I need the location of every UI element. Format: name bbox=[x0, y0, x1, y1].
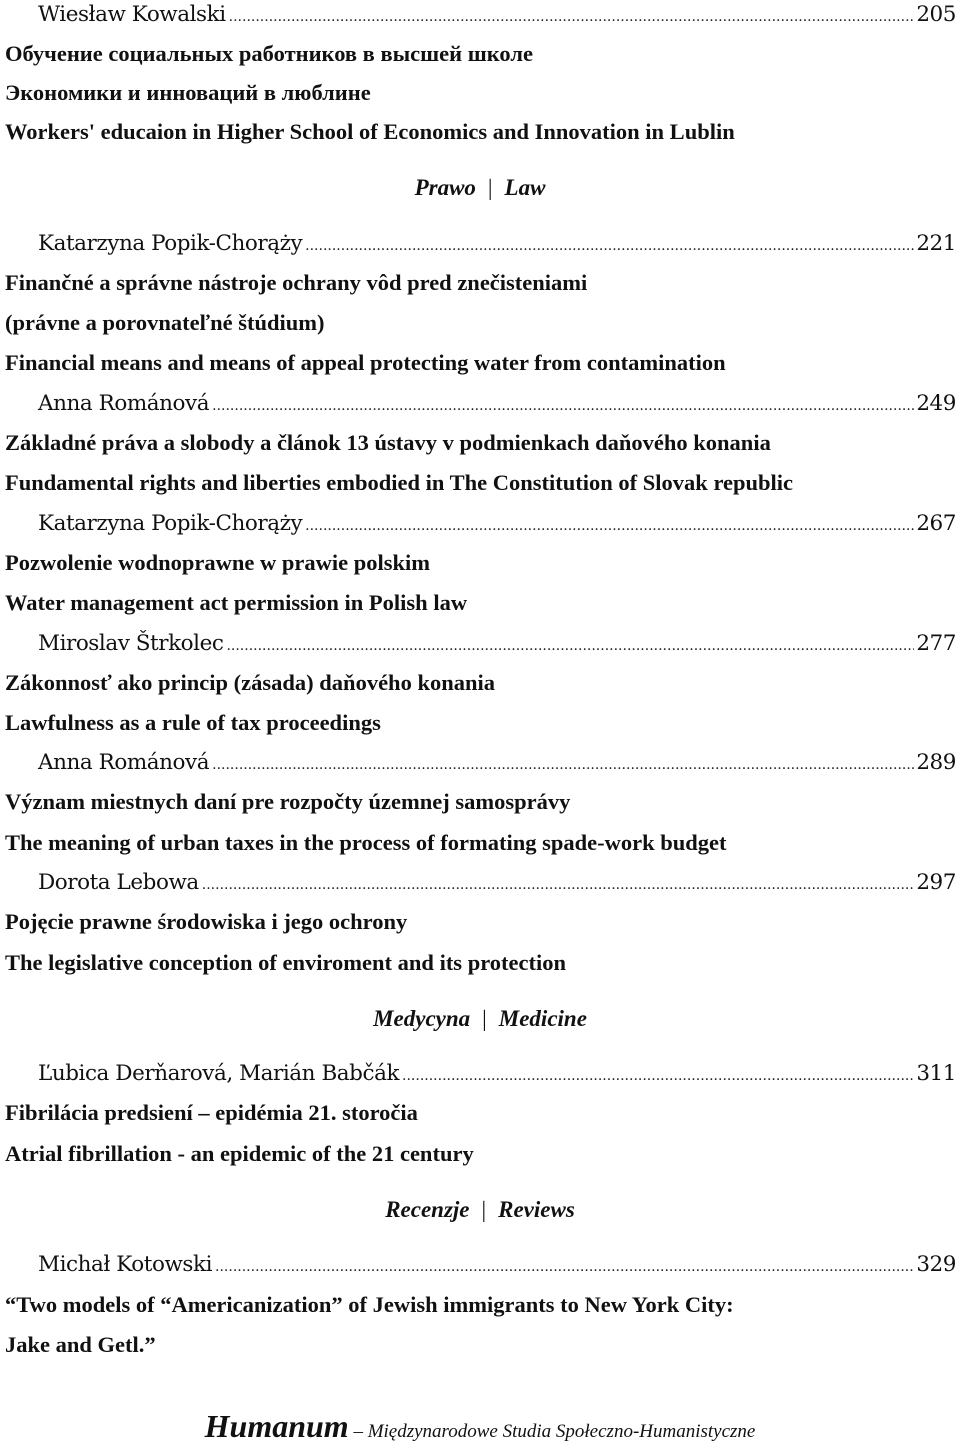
article-title: Finančné a správne nástroje ochrany vôd pred znečisteniami bbox=[5, 270, 588, 295]
article-title: Jake and Getl.” bbox=[5, 1332, 156, 1357]
article-title: Pozwolenie wodnoprawne w prawie polskim bbox=[5, 550, 431, 575]
dot-leader bbox=[402, 1061, 914, 1091]
article-title-english: Workers' educaion in Higher School of Economics and Innovation in Lublin bbox=[5, 119, 735, 144]
dot-leader bbox=[305, 231, 914, 261]
toc-entry-author bbox=[38, 389, 956, 419]
article-title-english: Atrial fibrillation - an epidemic of the 21 century bbox=[5, 1141, 474, 1166]
article-title: Základné práva a slobody a článok 13 ústavy v podmienkach daňového konania bbox=[5, 430, 771, 455]
dot-leader bbox=[212, 391, 914, 421]
dot-leader bbox=[215, 1252, 914, 1282]
author-name: Dorota Lebowa bbox=[38, 870, 199, 895]
section-heading-reviews bbox=[0, 1195, 960, 1225]
section-label-english: Law bbox=[504, 175, 546, 200]
toc-entry-author bbox=[38, 1250, 956, 1280]
toc-entry-author bbox=[38, 629, 956, 659]
page-number: 329 bbox=[916, 1252, 956, 1277]
section-heading-law bbox=[0, 173, 960, 203]
page-number: 267 bbox=[916, 511, 956, 536]
page-number: 289 bbox=[916, 750, 956, 775]
page-number: 249 bbox=[916, 391, 956, 416]
section-separator: | bbox=[482, 1006, 487, 1031]
author-name: Katarzyna Popik-Chorąży bbox=[38, 231, 303, 256]
author-name: Anna Románová bbox=[38, 391, 210, 416]
section-separator: | bbox=[481, 1197, 487, 1222]
page-number: 205 bbox=[916, 2, 956, 27]
toc-entry-author bbox=[38, 0, 956, 30]
section-label-english: Medicine bbox=[498, 1006, 587, 1031]
toc-entry-author bbox=[38, 229, 956, 259]
section-label-polish: Prawo bbox=[414, 175, 476, 200]
article-title-english: Fundamental rights and liberties embodied in The Constitution of Slovak republic bbox=[5, 470, 794, 495]
section-label-english: Reviews bbox=[498, 1197, 575, 1222]
toc-entry-author bbox=[38, 509, 956, 539]
page-number: 297 bbox=[916, 870, 956, 895]
section-label-polish: Medycyna bbox=[373, 1006, 471, 1031]
page-number: 277 bbox=[916, 631, 956, 656]
article-title-english: Lawfulness as a rule of tax proceedings bbox=[5, 710, 381, 735]
article-title: “Two models of “Americanization” of Jewish immigrants to New York City: bbox=[5, 1292, 734, 1317]
author-name: Ľubica Derňarová, Marián Babčák bbox=[38, 1061, 400, 1086]
article-title: Zákonnosť ako princip (zásada) daňového konania bbox=[5, 670, 495, 695]
toc-entry-author bbox=[38, 748, 956, 778]
author-name: Michał Kotowski bbox=[38, 1252, 213, 1277]
section-label-polish: Recenzje bbox=[385, 1197, 470, 1222]
section-separator: | bbox=[487, 175, 493, 200]
article-title-english: Financial means and means of appeal protecting water from contamination bbox=[5, 350, 726, 375]
toc-entry-author bbox=[38, 1059, 956, 1089]
author-name: Wiesław Kowalski bbox=[38, 2, 226, 27]
page-number: 221 bbox=[916, 231, 956, 256]
dot-leader bbox=[305, 511, 914, 541]
page-footer bbox=[0, 1408, 960, 1444]
journal-subtitle: – Międzynarodowe Studia Społeczno-Humanistyczne bbox=[348, 1421, 756, 1442]
article-title-english: The legislative conception of enviroment and its protection bbox=[5, 950, 567, 975]
article-title: (právne a porovnateľné štúdium) bbox=[5, 310, 325, 335]
toc-entry-author bbox=[38, 868, 956, 898]
article-title: Význam miestnych daní pre rozpočty územnej samosprávy bbox=[5, 789, 571, 814]
journal-name: Humanum bbox=[204, 1408, 349, 1444]
author-name: Anna Románová bbox=[38, 750, 210, 775]
author-name: Miroslav Štrkolec bbox=[38, 631, 224, 656]
article-title: Экономики и инноваций в люблине bbox=[5, 80, 371, 105]
author-name: Katarzyna Popik-Chorąży bbox=[38, 511, 303, 536]
dot-leader bbox=[229, 2, 915, 32]
dot-leader bbox=[202, 870, 915, 900]
section-heading-medicine bbox=[0, 1004, 960, 1034]
article-title: Fibrilácia predsiení – epidémia 21. storočia bbox=[5, 1100, 418, 1125]
article-title: Обучение социальных работников в высшей школе bbox=[5, 41, 533, 66]
dot-leader bbox=[226, 631, 914, 661]
article-title-english: The meaning of urban taxes in the process of formating spade-work budget bbox=[5, 830, 727, 855]
dot-leader bbox=[212, 750, 914, 780]
page-number: 311 bbox=[916, 1061, 956, 1086]
article-title-english: Water management act permission in Polish law bbox=[5, 590, 468, 615]
article-title: Pojęcie prawne środowiska i jego ochrony bbox=[5, 909, 408, 934]
